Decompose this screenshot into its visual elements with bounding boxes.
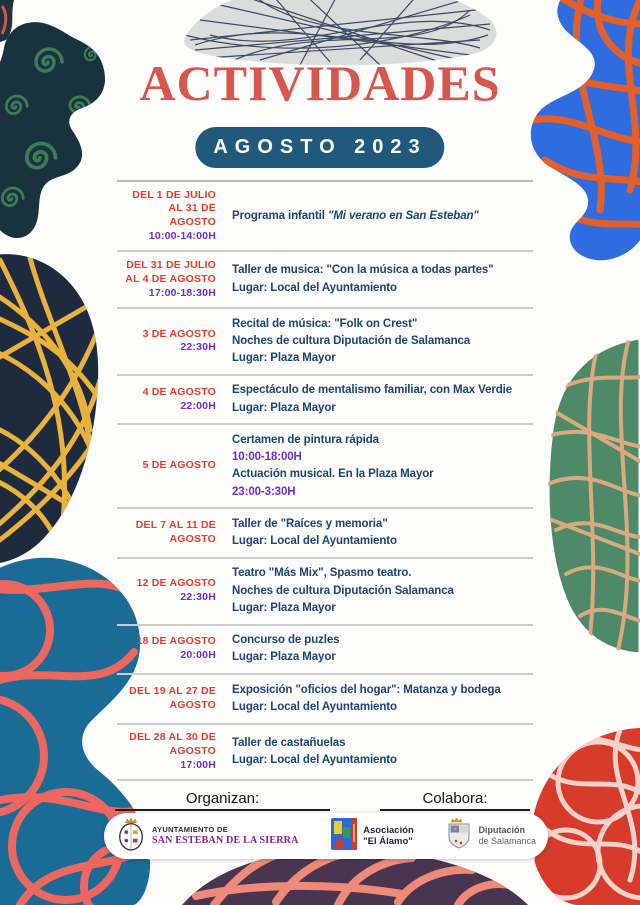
blob-left-navy (0, 254, 100, 564)
blob-top-left-spirals (0, 22, 105, 238)
schedule-row (117, 252, 533, 309)
event-details: Exposición "oficios del hogar": Matanza y bodega Lugar: Local del Ayuntamiento (232, 683, 501, 713)
logo-ayuntamiento (116, 816, 299, 857)
event-details: Taller de "Raíces y memoria" Lugar: Local del Ayuntamiento (232, 517, 397, 548)
event-date: DEL 19 AL 27 DE AGOSTO (129, 684, 216, 711)
blob-right-green (548, 338, 640, 654)
event-date: DEL 28 AL 30 DE AGOSTO 17:00H (129, 731, 216, 771)
event-date: DEL 7 AL 11 DE AGOSTO (135, 519, 216, 546)
schedule-row (117, 425, 533, 509)
diputacion-line1: Diputación (478, 825, 525, 836)
schedule-row (117, 309, 533, 376)
event-date: 5 DE AGOSTO (142, 459, 216, 472)
event-date: DEL 1 DE JULIO AL 31 DE AGOSTO 10:00-14:00H (132, 188, 216, 243)
blob-bottom-right (531, 728, 640, 905)
schedule-row (117, 559, 533, 626)
schedule-row (117, 509, 533, 559)
event-date: DEL 31 DE JULIO AL 4 DE AGOSTO 17:00-18:30H (125, 258, 216, 299)
event-details: Teatro "Más Mix", Spasmo teatro. Noches de cultura Diputación Salamanca Lugar: Plaza Mayor (232, 567, 454, 614)
page-title: ACTIVIDADES (139, 55, 501, 111)
schedule-row (117, 626, 533, 676)
schedule-list (117, 180, 533, 781)
diputacion-shield-icon (446, 817, 472, 856)
collaborator-underline (380, 809, 530, 811)
event-date: 3 DE AGOSTO 22:30H (142, 327, 216, 354)
schedule-row (117, 725, 533, 782)
organizers-underline (115, 809, 330, 811)
event-date: 18 DE AGOSTO 20:00H (136, 635, 216, 662)
ayuntamiento-line1: AYUNTAMIENTO DE (152, 824, 229, 834)
el-alamo-line2: "El Álamo" (363, 836, 413, 847)
event-details: Taller de musica: "Con la música a todas partes" Lugar: Local del Ayuntamiento (232, 264, 494, 294)
logo-el-alamo (331, 818, 414, 855)
schedule-row (117, 376, 533, 426)
event-details: Certamen de pintura rápida 10:00-18:00H Actuación musical. En la Plaza Mayor 23:00-3:30H (232, 433, 434, 498)
diputacion-line2: de Salamanca (478, 836, 536, 846)
blob-top-right (531, 0, 640, 260)
month-badge: AGOSTO 2023 (195, 127, 444, 168)
event-date: 4 DE AGOSTO 22:00H (142, 385, 216, 412)
ayuntamiento-crest-icon (116, 816, 146, 857)
event-date: 12 DE AGOSTO 22:30H (136, 577, 216, 604)
logo-diputacion (446, 817, 536, 856)
event-details: Programa infantil "Mi verano en San Esteban" (232, 209, 479, 222)
organizers-label: Organizan: (185, 790, 260, 807)
el-alamo-logo-icon (331, 818, 357, 855)
schedule-row (117, 182, 533, 252)
event-details: Concurso de puzles Lugar: Plaza Mayor (232, 634, 340, 664)
collaborator-label: Colabora: (422, 790, 488, 807)
schedule-row (117, 675, 533, 725)
logos-strip (104, 813, 548, 859)
el-alamo-line1: Asociación (363, 824, 414, 836)
event-details: Taller de castañuelas Lugar: Local del Ayuntamiento (232, 736, 397, 766)
event-details: Recital de música: "Folk on Crest" Noches de cultura Diputación de Salamanca Lugar: Plaza Mayor (232, 317, 471, 365)
ayuntamiento-line2: SAN ESTEBAN DE LA SIERRA (152, 834, 299, 846)
event-details: Espectáculo de mentalismo familiar, con Max Verdie Lugar: Plaza Mayor (232, 384, 513, 414)
